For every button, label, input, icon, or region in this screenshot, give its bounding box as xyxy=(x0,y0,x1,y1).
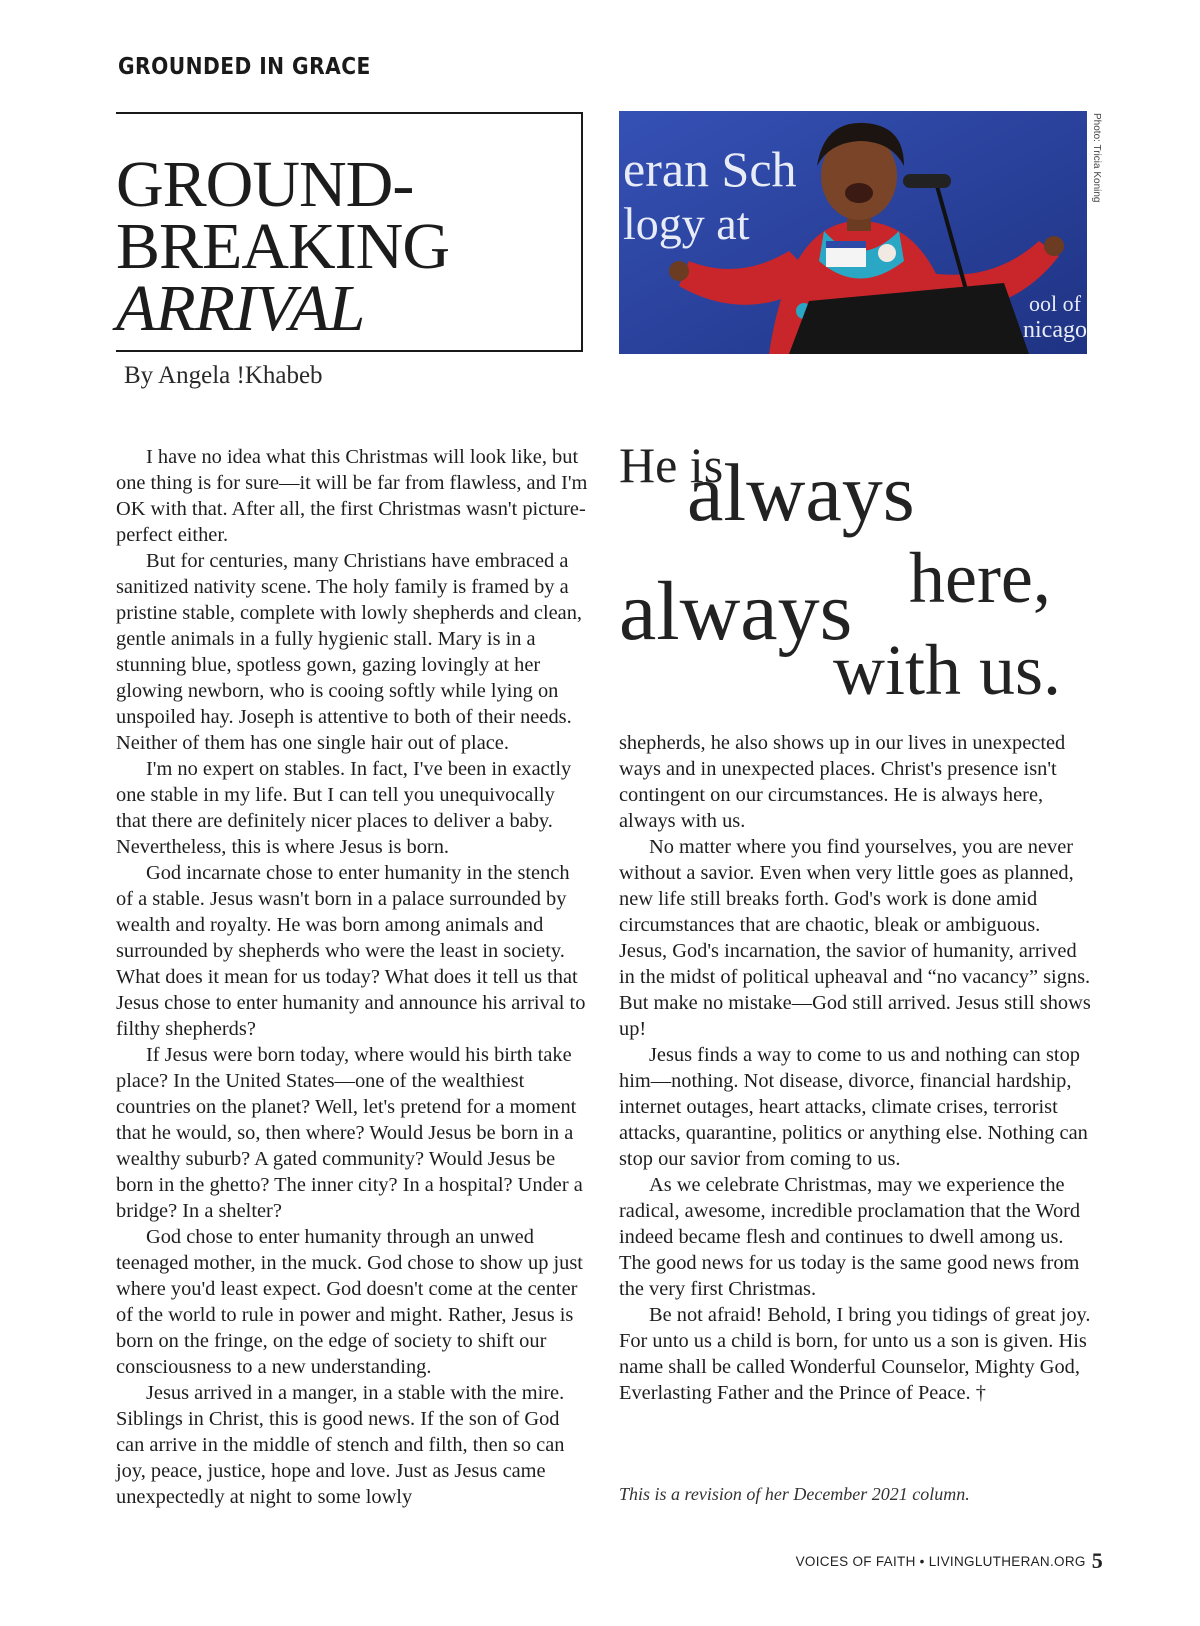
revision-note: This is a revision of her December 2021 column. xyxy=(619,1484,970,1504)
body-paragraph: But for centuries, many Christians have embraced a sanitized nativity scene. The holy family is framed by a pristine stable, complete with lowly shepherds and clean, gentle animals in a fully hygienic stall. Mary is in a stunning blue, spotless gown, gazing lovingly at her glowing newborn, who is cooing softly while lying on unspoiled hay. Joseph is attentive to both of their needs. Neither of them has one single hair out of place. xyxy=(116,550,583,754)
body-paragraph: If Jesus were born today, where would his birth take place? In the United States—one of the wealthiest countries on the planet? Well, let's pretend for a moment that he would, so, then where? Would Jesus be born in a wealthy suburb? A gated community? Would Jesus be born in the ghetto? The inner city? In a hospital? Under a bridge? In a shelter? xyxy=(116,1044,583,1222)
body-paragraph: I'm no expert on stables. In fact, I've been in exactly one stable in my life. But I can tell you unequivocally that there are definitely nicer places to deliver a baby. Nevertheless, this is where Jesus is born. xyxy=(116,758,572,858)
photo-credit xyxy=(1090,113,1104,343)
body-paragraph: shepherds, he also shows up in our lives in unexpected ways and in unexpected places. Christ's presence isn't contingent on our circumstances. He is always here, always with us. xyxy=(619,732,1066,832)
body-paragraph: God chose to enter humanity through an unwed teenaged mother, in the muck. God chose to show up just where you'd least expect. God doesn't come at the center of the world to rule in power and might. Rather, Jesus is born on the fringe, on the edge of society to shift our consciousness to a new understanding. xyxy=(116,1226,583,1378)
svg-text:logy at: logy at xyxy=(623,198,750,249)
page-number: 5 xyxy=(1091,1548,1103,1573)
svg-text:nicago: nicago xyxy=(1023,317,1087,343)
svg-text:ool of: ool of xyxy=(1029,291,1081,316)
byline: By Angela !Khabeb xyxy=(124,362,323,389)
pull-quote-word: here, xyxy=(909,538,1051,618)
body-paragraph: As we celebrate Christmas, may we experience the radical, awesome, incredible proclamation that the Word indeed became flesh and continues to dwell among us. The good news for us today is the same good news from the very first Christmas. xyxy=(619,1174,1081,1300)
body-paragraph: Jesus arrived in a manger, in a stable with the mire. Siblings in Christ, this is good news. If the son of God can arrive in the middle of stench and filth, then so can joy, peace, justice, hope and love. Just as Jesus came unexpectedly at night to some lowly xyxy=(116,1382,565,1508)
section-label: GROUNDED IN GRACE xyxy=(118,54,371,80)
title-line-1: GROUND- xyxy=(116,148,414,221)
pull-quote-word: with us. xyxy=(833,630,1062,710)
speaker-photo xyxy=(619,111,1087,354)
body-column-left xyxy=(116,444,588,1510)
title-box xyxy=(116,112,583,352)
pull-quote-word: always xyxy=(687,447,915,538)
page-footer xyxy=(796,1548,1103,1574)
title-line-2: BREAKING xyxy=(116,210,449,283)
body-paragraph: God incarnate chose to enter humanity in the stench of a stable. Jesus wasn't born in a palace surrounded by wealth and royalty. He was born among animals and surrounded by shepherds who were the least in society. What does it mean for us today? What does it tell us that Jesus chose to enter humanity and announce his arrival to filthy shepherds? xyxy=(116,862,586,1040)
body-paragraph: No matter where you find yourselves, you are never without a savior. Even when very little goes as planned, new life still breaks forth. God's work is done amid circumstances that are chaotic, bleak or ambiguous. Jesus, God's incarnation, the savior of humanity, arrived in the midst of political upheaval and “no vacancy” signs. But make no mistake—God still arrived. Jesus still shows up! xyxy=(619,836,1091,1040)
pull-quote-word: always xyxy=(619,565,853,658)
body-paragraph: Be not afraid! Behold, I bring you tidings of great joy. For unto us a child is born, for unto us a son is given. His name shall be called Wonderful Counselor, Mighty God, Everlasting Father and the Prince of Peace. † xyxy=(619,1304,1091,1404)
body-paragraph: Jesus finds a way to come to us and nothing can stop him—nothing. Not disease, divorce, financial hardship, internet outages, heart attacks, climate crises, terrorist attacks, quarantine, politics or anything else. Nothing can stop our savior from coming to us. xyxy=(619,1044,1088,1170)
body-column-right xyxy=(619,730,1091,1406)
photo-credit-text: Photo: Tricia Koning xyxy=(1091,113,1102,203)
body-paragraph: I have no idea what this Christmas will look like, but one thing is for sure—it will be far from flawless, and I'm OK with that. After all, the first Christmas wasn't picture-perfect either. xyxy=(116,446,588,546)
pull-quote xyxy=(619,430,1099,710)
pull-quote-word: He is xyxy=(619,437,724,493)
speaker-photo-illustration xyxy=(619,111,1087,354)
title-line-3: ARRIVAL xyxy=(116,272,365,345)
svg-text:eran Sch: eran Sch xyxy=(623,141,797,197)
footer-text: VOICES OF FAITH • LIVINGLUTHERAN.ORG xyxy=(795,1554,1086,1569)
